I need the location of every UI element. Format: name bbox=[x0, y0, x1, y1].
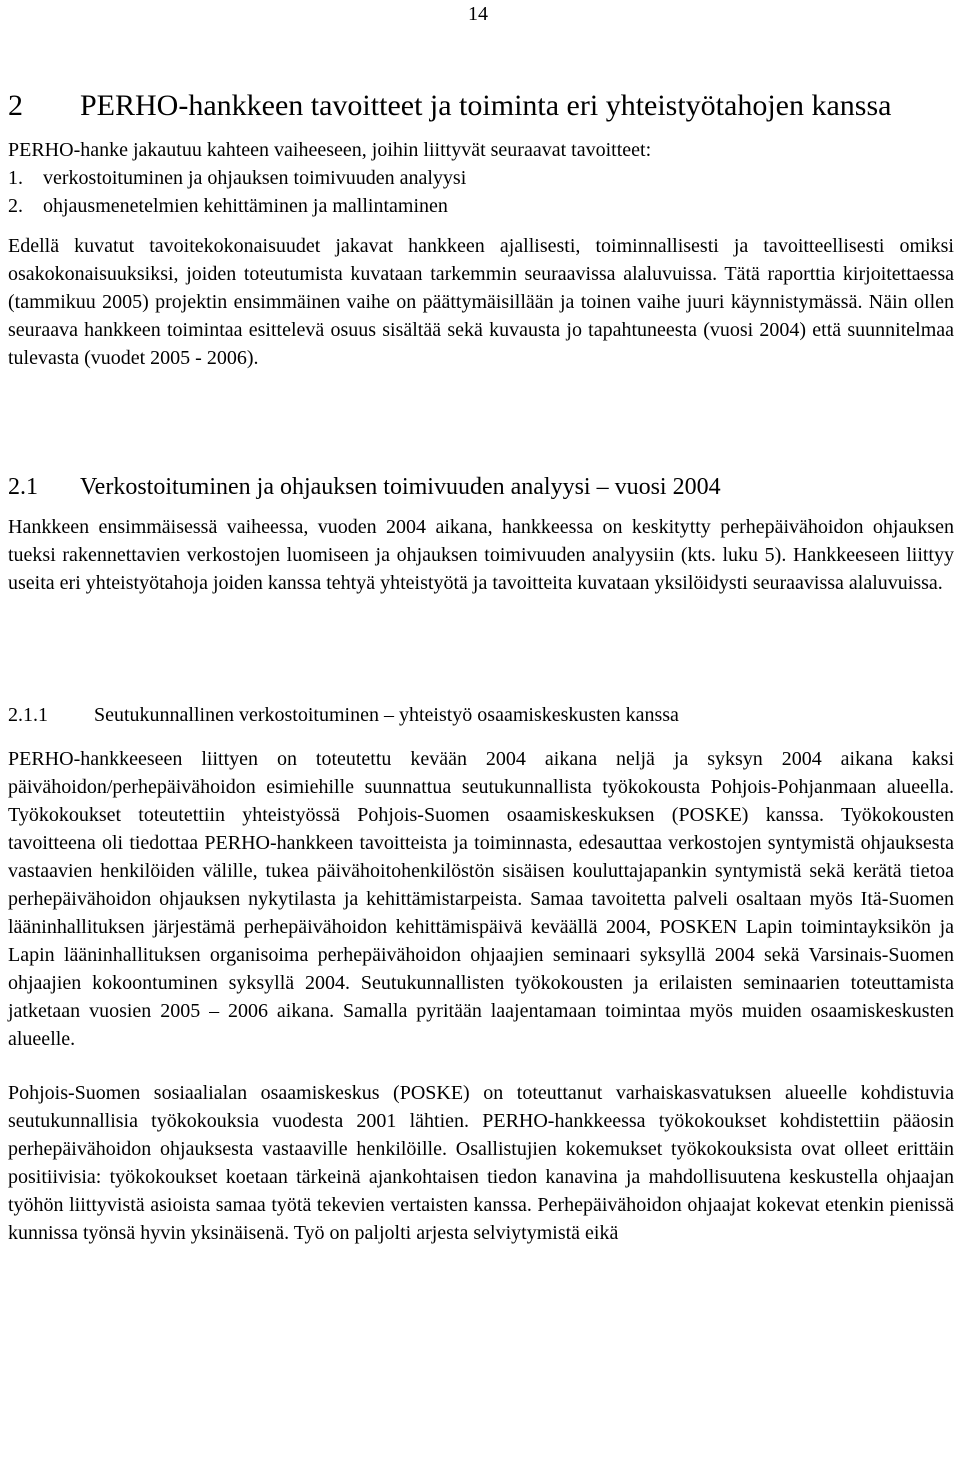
chapter-heading bbox=[8, 86, 954, 126]
intro-paragraph: PERHO-hanke jakautuu kahteen vaiheeseen, joihin liittyvät seuraavat tavoitteet: bbox=[8, 139, 652, 161]
subsection-number: 2.1.1 bbox=[8, 704, 48, 726]
section-2-1-1-paragraph-1: PERHO-hankkeeseen liittyen on toteutettu kevään 2004 aikana neljä ja syksyn 2004 aikana kaksi päivähoidon/perhepäivähoidon esimiehille suunnattua seutukunnallista työkokousta Pohjois-Pohjanmaan alueella. Työkokoukset toteutettiin yhteistyössä Pohjois-Suomen osaamiskeskuksen (POSKE) kanssa. Työkokousten tavoitteena oli tiedottaa PERHO-hankkeen tavoitteista ja toiminnasta, edesauttaa verkostojen syntymistä ohjauksesta vastaavien henkilöiden välille, tukea päivähoitohenkilöstön sisäisen kouluttajapankin syntymistä sekä kerätä tietoa perhepäivähoidon ohjauksen nykytilasta ja kehittämistarpeista. Samaa tavoitetta palveli osaltaan myös Itä-Suomen lääninhallituksen järjestämä perhepäivähoidon kehittämispäivä keväällä 2004, POSKEN Lapin toimintayksikön ja Lapin lääninhallituksen organisoima perhepäivähoidon ohjaajien seminaari syksyllä 2004 sekä Varsinais-Suomen ohjaajien kokoontuminen syksyllä 2004. Seutukunnallisten työkokousten ja erilaisten seminaarien toteuttamista jatketaan vuosien 2005 – 2006 aikana. Samalla pyritään laajentamaan toimintaa myös muiden osaamiskeskusten alueelle. bbox=[8, 748, 954, 1050]
list-item-number: 2. bbox=[8, 195, 23, 217]
list-item-number: 1. bbox=[8, 167, 23, 189]
section-heading-2-1 bbox=[8, 471, 954, 503]
document-body bbox=[8, 86, 954, 1247]
section-2-1-paragraph: Hankkeen ensimmäisessä vaiheessa, vuoden 2004 aikana, hankkeessa on keskitytty perhepäivähoidon ohjauksen tueksi rakennettavien verkostojen luomiseen ja ohjauksen toimivuuden analyysiin (kts. luku 5). Hankkeeseen liittyy useita eri yhteistyötahoja joiden kanssa tehtyä yhteistyötä ja tavoitteita kuvataan yksilöidysti seuraavissa alaluvuissa. bbox=[8, 516, 954, 594]
summary-paragraph: Edellä kuvatut tavoitekokonaisuudet jakavat hankkeen ajallisesti, toiminnallisesti ja tavoitteellisesti omiksi osakokonaisuuksiksi, joiden toteutumista kuvataan tarkemmin seuraavissa alaluvuissa. Tätä raporttia kirjoitettaessa (tammikuu 2005) projektin ensimmäinen vaihe on päättymäisillään ja toinen vaihe juuri käynnistymässä. Näin ollen seuraava hankkeen toimintaa esittelevä osuus sisältää sekä kuvausta jo tapahtuneesta (vuosi 2004) että suunnitelmaa tulevasta (vuodet 2005 - 2006). bbox=[8, 235, 954, 369]
list-item bbox=[8, 164, 954, 192]
section-number: 2.1 bbox=[8, 474, 38, 500]
list-item-text: ohjausmenetelmien kehittäminen ja mallintaminen bbox=[43, 195, 448, 217]
list-item-text: verkostoituminen ja ohjauksen toimivuuden analyysi bbox=[43, 167, 467, 189]
subsection-title: Seutukunnallinen verkostoituminen – yhteistyö osaamiskeskusten kanssa bbox=[94, 704, 679, 726]
list-item bbox=[8, 192, 954, 220]
page-number: 14 bbox=[468, 3, 488, 25]
chapter-number: 2 bbox=[8, 89, 23, 122]
chapter-title: PERHO-hankkeen tavoitteet ja toiminta eri yhteistyötahojen kanssa bbox=[80, 89, 892, 122]
section-2-1-1-paragraph-2: Pohjois-Suomen sosiaalialan osaamiskeskus (POSKE) on toteuttanut varhaiskasvatuksen alueelle kohdistuvia seutukunnallisia työkokouksia vuodesta 2001 lähtien. PERHO-hankkeessa työkokoukset kohdistettiin pääosin perhepäivähoidon ohjauksesta vastaaville henkilöille. Osallistujien kokemukset työkokouksista ovat olleet erittäin positiivisia: työkokoukset koetaan tärkeinä ajankohtaisen tiedon kanavina ja mahdollisuutena keskustella ohjaajan työhön liittyvistä asioista samaa työtä tekevien vertaisten kanssa. Perhepäivähoidon ohjaajat kokevat etenkin pienissä kunnissa työnsä hyvin yksinäisenä. Työ on paljolti arjesta selviytymistä eikä bbox=[8, 1082, 954, 1244]
section-heading-2-1-1 bbox=[8, 701, 954, 729]
section-title: Verkostoituminen ja ohjauksen toimivuuden analyysi – vuosi 2004 bbox=[80, 474, 721, 500]
goals-list bbox=[8, 164, 954, 220]
